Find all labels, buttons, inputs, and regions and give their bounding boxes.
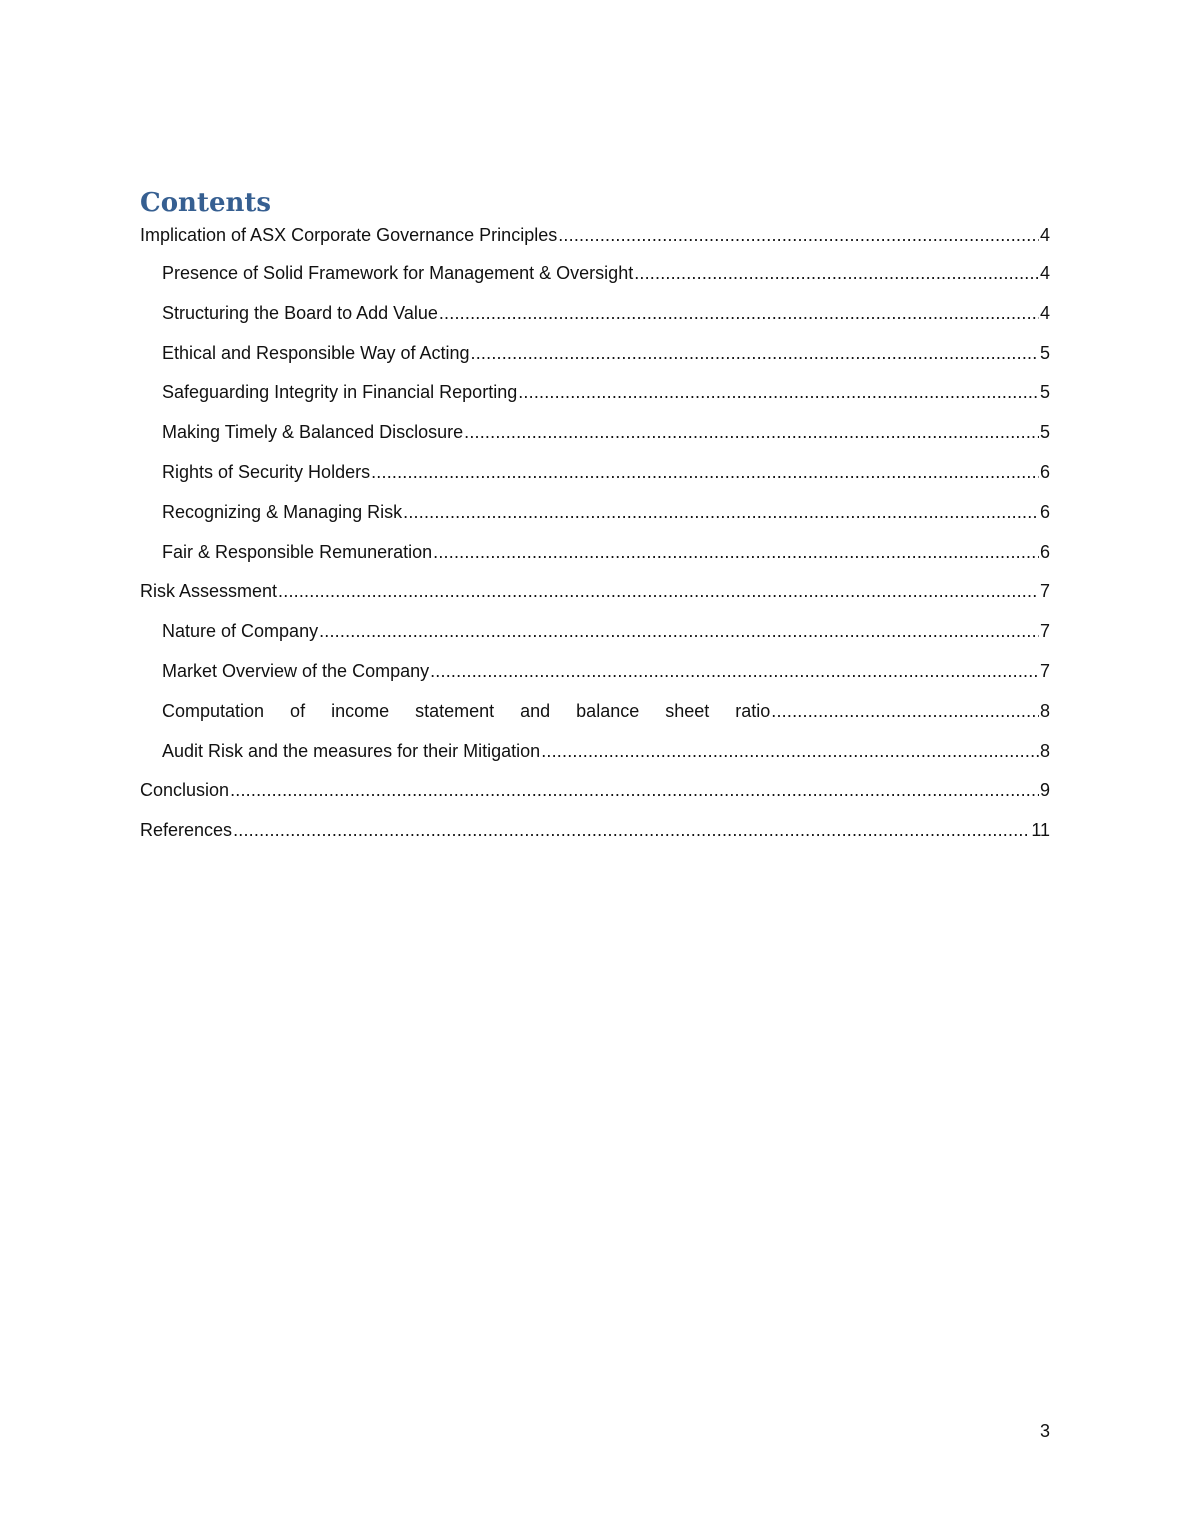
- toc-dot-leader: [403, 499, 1039, 525]
- toc-dot-leader: [634, 260, 1039, 286]
- toc-entry-page: 5: [1039, 342, 1050, 363]
- toc-heading: Contents: [140, 188, 272, 218]
- toc-entry-managing-risk[interactable]: [140, 499, 1050, 539]
- toc-dot-leader: [371, 459, 1039, 485]
- toc-entry-ratio-computation[interactable]: [140, 698, 1050, 738]
- toc-dot-leader: [541, 738, 1039, 764]
- toc-entry-page: 11: [1031, 820, 1050, 841]
- toc-entry-page: 5: [1039, 382, 1050, 403]
- toc-dot-leader: [518, 379, 1039, 405]
- toc-entry-label: Structuring the Board to Add Value: [162, 302, 438, 323]
- toc-entry-label: Safeguarding Integrity in Financial Reporting: [162, 382, 518, 403]
- toc-dot-leader: [771, 698, 1039, 724]
- toc-entry-label: Presence of Solid Framework for Management & Oversight: [162, 263, 634, 283]
- toc-dot-leader: [464, 419, 1039, 445]
- toc-entry-nature-of-company[interactable]: [140, 618, 1050, 658]
- toc-entry-label: Rights of Security Holders: [162, 461, 371, 482]
- toc-entry-references[interactable]: [140, 817, 1050, 857]
- toc-dot-leader: [430, 658, 1039, 684]
- toc-dot-leader: [439, 300, 1039, 326]
- toc-list: [140, 222, 1050, 857]
- toc-entry-label: Nature of Company: [162, 621, 319, 642]
- toc-entry-conclusion[interactable]: [140, 777, 1050, 817]
- toc-entry-page: 6: [1039, 541, 1050, 562]
- toc-entry-label: Making Timely & Balanced Disclosure: [162, 422, 464, 443]
- toc-entry-label: Recognizing & Managing Risk: [162, 501, 403, 522]
- toc-entry-page: 4: [1039, 302, 1050, 323]
- toc-entry-page: 6: [1039, 501, 1050, 522]
- toc-entry-remuneration[interactable]: [140, 539, 1050, 579]
- toc-entry-page: 7: [1039, 660, 1050, 681]
- toc-entry-label: Fair & Responsible Remuneration: [162, 541, 433, 562]
- toc-entry-label: Market Overview of the Company: [162, 660, 430, 681]
- table-of-contents: [140, 186, 1050, 857]
- toc-entry-label: Conclusion: [140, 780, 230, 801]
- toc-entry-ethical-acting[interactable]: [140, 340, 1050, 380]
- toc-entry-page: 9: [1039, 780, 1050, 801]
- toc-dot-leader: [278, 578, 1039, 604]
- toc-entry-page: 4: [1039, 263, 1050, 283]
- toc-entry-page: 4: [1039, 225, 1050, 245]
- toc-entry-market-overview[interactable]: [140, 658, 1050, 698]
- toc-entry-page: 6: [1039, 461, 1050, 482]
- toc-dot-leader: [230, 777, 1039, 803]
- toc-entry-page: 5: [1039, 422, 1050, 443]
- toc-entry-financial-reporting[interactable]: [140, 379, 1050, 419]
- toc-entry-label: Computation of income statement and balance sheet ratio: [162, 700, 771, 721]
- toc-entry-label: Audit Risk and the measures for their Mitigation: [162, 740, 541, 761]
- toc-entry-risk-assessment[interactable]: [140, 578, 1050, 618]
- toc-dot-leader: [471, 340, 1039, 366]
- toc-entry-page: 8: [1039, 740, 1050, 761]
- toc-entry-audit-risk[interactable]: [140, 738, 1050, 778]
- toc-entry-page: 7: [1039, 581, 1050, 602]
- toc-entry-label: References: [140, 820, 233, 841]
- toc-entry-page: 7: [1039, 621, 1050, 642]
- page-number: 3: [1039, 1421, 1050, 1441]
- toc-entry-label: Implication of ASX Corporate Governance Principles: [140, 225, 558, 245]
- toc-entry-structuring-board[interactable]: [140, 300, 1050, 340]
- toc-dot-leader: [319, 618, 1039, 644]
- toc-dot-leader: [558, 222, 1039, 248]
- toc-entry-page: 8: [1039, 700, 1050, 721]
- toc-entry-timely-disclosure[interactable]: [140, 419, 1050, 459]
- toc-entry-label: Risk Assessment: [140, 581, 278, 602]
- toc-dot-leader: [433, 539, 1039, 565]
- toc-entry-solid-framework[interactable]: [140, 260, 1050, 300]
- toc-entry-label: Ethical and Responsible Way of Acting: [162, 342, 470, 363]
- toc-entry-asx-principles[interactable]: [140, 222, 1050, 260]
- toc-dot-leader: [233, 817, 1030, 843]
- toc-entry-security-holders[interactable]: [140, 459, 1050, 499]
